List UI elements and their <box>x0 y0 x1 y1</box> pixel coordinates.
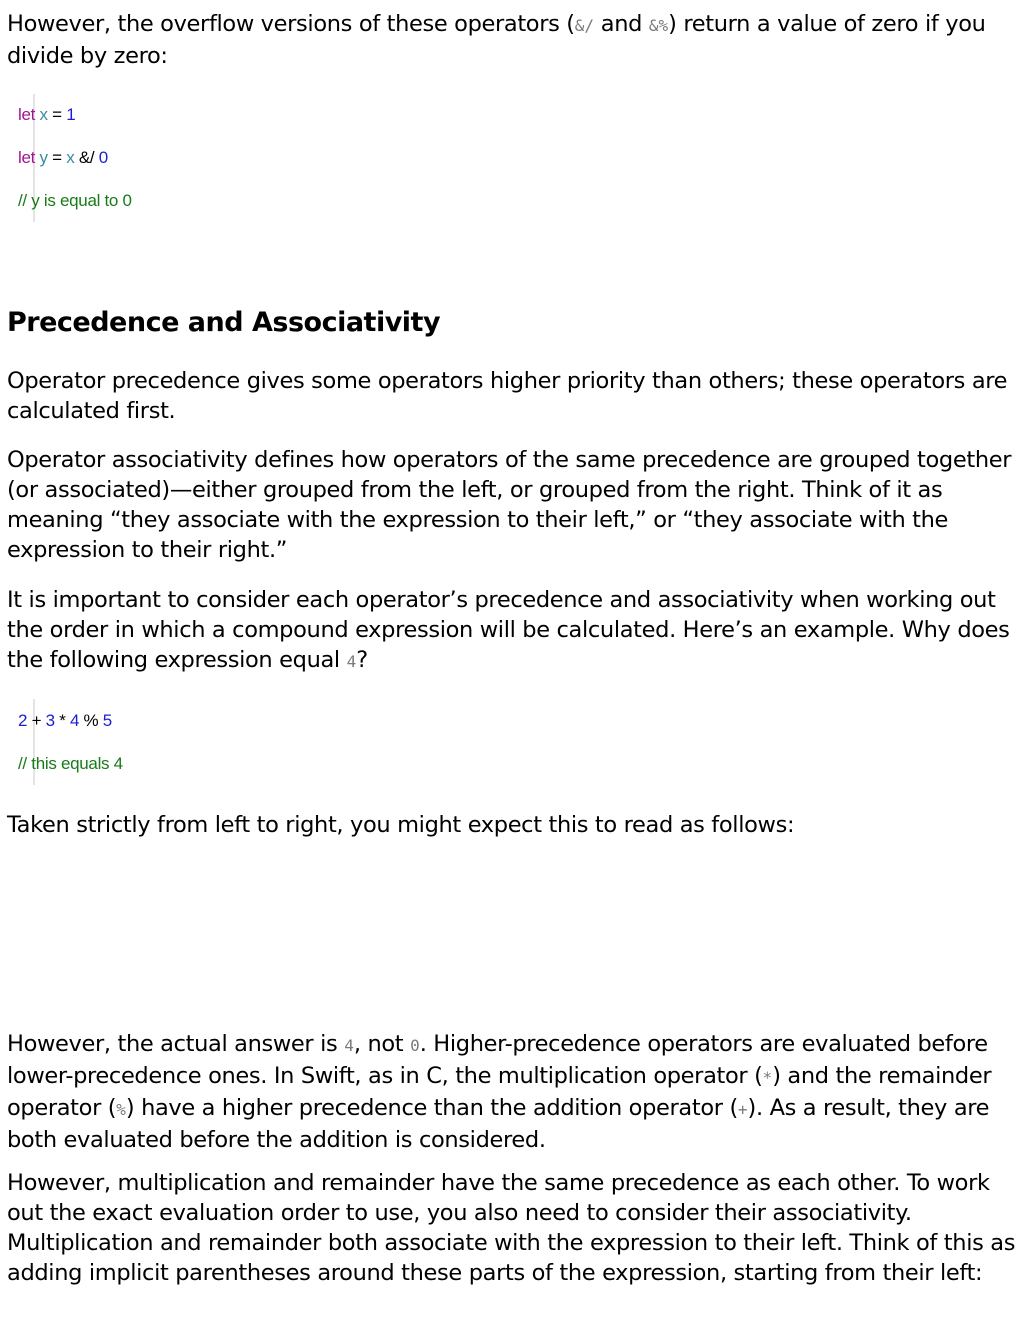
text-span: ). As a result, they are both evaluated before the addition is considered. <box>7 1095 990 1153</box>
text-span: However, the overflow versions of these operators ( <box>7 11 575 37</box>
example-paragraph <box>7 585 1019 677</box>
code-number: 5 <box>102 711 112 730</box>
text-span: It is important to consider each operator’s precedence and associativity when working out the order in which a compound expression will be calculated. Here’s an example. Why does the following expression equal <box>7 587 1010 673</box>
code-operator: + <box>27 711 46 730</box>
inline-code: + <box>737 1100 748 1119</box>
code-operator: % <box>79 711 103 730</box>
left-to-right-paragraph: Taken strictly from left to right, you might expect this to read as follows: <box>7 812 795 838</box>
code-number: 3 <box>45 711 55 730</box>
code-operator: &/ <box>74 148 99 167</box>
inline-code: 4 <box>344 1036 354 1055</box>
code-operator: = <box>47 105 67 124</box>
code-comment: // this equals 4 <box>18 754 123 773</box>
code-number: 2 <box>18 711 28 730</box>
section-heading: Precedence and Associativity <box>7 307 441 338</box>
code-number: 1 <box>66 105 76 124</box>
code-number: 4 <box>69 711 80 730</box>
code-operator: * <box>54 711 70 730</box>
code-variable: x <box>39 105 48 124</box>
inline-code: 4 <box>346 652 357 671</box>
text-span: ) have a higher precedence than the addition operator ( <box>125 1095 738 1121</box>
inline-code: * <box>762 1068 773 1087</box>
inline-code: % <box>116 1100 126 1119</box>
code-operator: = <box>47 148 67 167</box>
text-span: and <box>594 11 649 37</box>
code-variable: x <box>66 148 75 167</box>
text-span: . Higher-precedence operators are evaluated before lower-precedence ones. In Swift, as in C, the multiplication operator ( <box>7 1031 988 1089</box>
associativity-paragraph: Operator associativity defines how operators of the same precedence are grouped together (or associated)—either grouped from the left, or grouped from the right. Think of it as meaning “they associate with the expression to their left,” or “they associate with the expression to their right.” <box>7 447 1012 563</box>
code-line <box>18 105 75 125</box>
text-span: , not <box>353 1031 411 1057</box>
text-span: ) and the remainder operator ( <box>7 1063 992 1121</box>
code-line <box>18 711 112 731</box>
text-span: ) return a value of zero if you divide by zero: <box>7 11 986 69</box>
same-precedence-paragraph: However, multiplication and remainder have the same precedence as each other. To work out the exact evaluation order to use, you also need to consider their associativity. Multiplication and remainder both associate with the expression to their left. Think of this as adding implicit parentheses around these parts of the expression, starting from their left: <box>7 1170 1016 1286</box>
text-span: ? <box>356 647 368 673</box>
code-comment: // y is equal to 0 <box>18 191 132 210</box>
inline-code: &% <box>648 16 669 35</box>
inline-code: &/ <box>574 16 594 35</box>
code-keyword: let <box>18 105 36 124</box>
precedence-paragraph: Operator precedence gives some operators higher priority than others; these operators are calculated first. <box>7 368 1008 424</box>
actual-answer-paragraph <box>7 1029 1019 1155</box>
code-keyword: let <box>18 148 36 167</box>
code-line <box>18 148 108 168</box>
code-variable: y <box>39 148 48 167</box>
overflow-paragraph <box>7 9 1019 71</box>
inline-code: 0 <box>410 1036 420 1055</box>
text-span: However, the actual answer is <box>7 1031 345 1057</box>
code-number: 0 <box>98 148 108 167</box>
